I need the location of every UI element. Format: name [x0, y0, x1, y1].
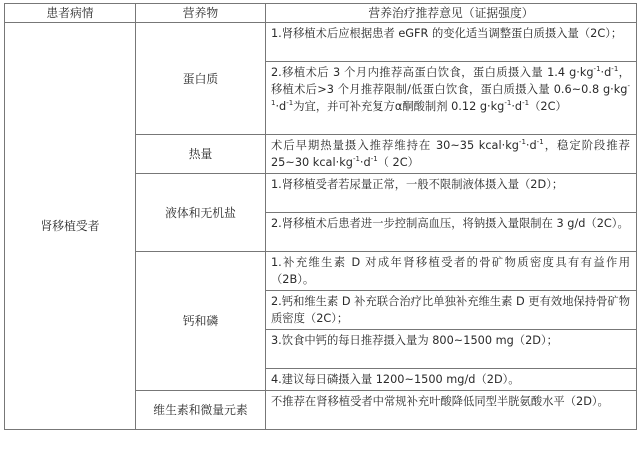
condition-cell: 肾移植受者	[5, 23, 136, 430]
recommendation-item: 1.补充维生素 D 对成年肾移植受者的骨矿物质密度具有有益作用（2B）。	[266, 252, 636, 291]
nutrition-recommendation-table	[4, 3, 637, 430]
nutrient-cell: 维生素和微量元素	[136, 391, 266, 430]
nutrient-cell: 液体和无机盐	[136, 174, 266, 252]
header-nutrient: 营养物	[136, 4, 266, 23]
recommendation-cell	[266, 252, 637, 391]
recommendation-item: 术后早期热量摄入推荐维持在 30~35 $kcal\cdot kg^{-1}\cdot d^{-1}$，稳定阶段推荐 25~30 $kcal\cdot kg^{-1}\cdot d^{-1}$（ 2C）	[266, 135, 637, 174]
header-recommendation: 营养治疗推荐意见（证据强度）	[266, 4, 637, 23]
table-header-row	[5, 4, 637, 23]
nutrient-cell: 钙和磷	[136, 252, 266, 391]
recommendation-item: 1.肾移植受者若尿量正常，一般不限制液体摄入量（2D）；	[266, 174, 636, 213]
recommendation-item: 2.肾移植术后患者进一步控制高血压，将钠摄入量限制在 3 g/d（2C）。	[271, 217, 629, 230]
recommendation-cell	[266, 23, 637, 135]
table-row	[5, 23, 637, 135]
nutrient-cell: 蛋白质	[136, 23, 266, 135]
recommendation-cell	[266, 174, 637, 252]
nutrient-cell: 热量	[136, 135, 266, 174]
recommendation-item: 4.建议每日磷摄入量 1200~1500 mg/d（2D）。	[271, 373, 520, 386]
recommendation-item: 2.移植术后 3 个月内推荐高蛋白饮食，蛋白质摄入量 1.4 $g\cdot kg^{-1}\cdot d^{-1}$，移植术后>3 个月推荐限制/低蛋白饮食，蛋白质摄入量 0.6~0.8 $g\cdot kg^{-1}\cdot d^{-1}$为宜，并可补充复方α酮酸制剂 0.12 $g\cdot kg^{-1}\cdot d^{-1}(2C)$	[271, 65, 630, 113]
recommendation-item: 3.饮食中钙的每日推荐摄入量为 800~1500 mg（2D）；	[266, 330, 636, 369]
recommendation-item: 不推荐在肾移植受者中常规补充叶酸降低同型半胱氨酸水平（2D）。	[266, 391, 637, 430]
recommendation-item: 2.钙和维生素 D 补充联合治疗比单独补充维生素 D 更有效地保持骨矿物质密度（2C）；	[266, 291, 636, 330]
header-condition: 患者病情	[5, 4, 136, 23]
recommendation-item: 1.肾移植术后应根据患者 eGFR 的变化适当调整蛋白质摄入量（2C）；	[266, 23, 636, 62]
